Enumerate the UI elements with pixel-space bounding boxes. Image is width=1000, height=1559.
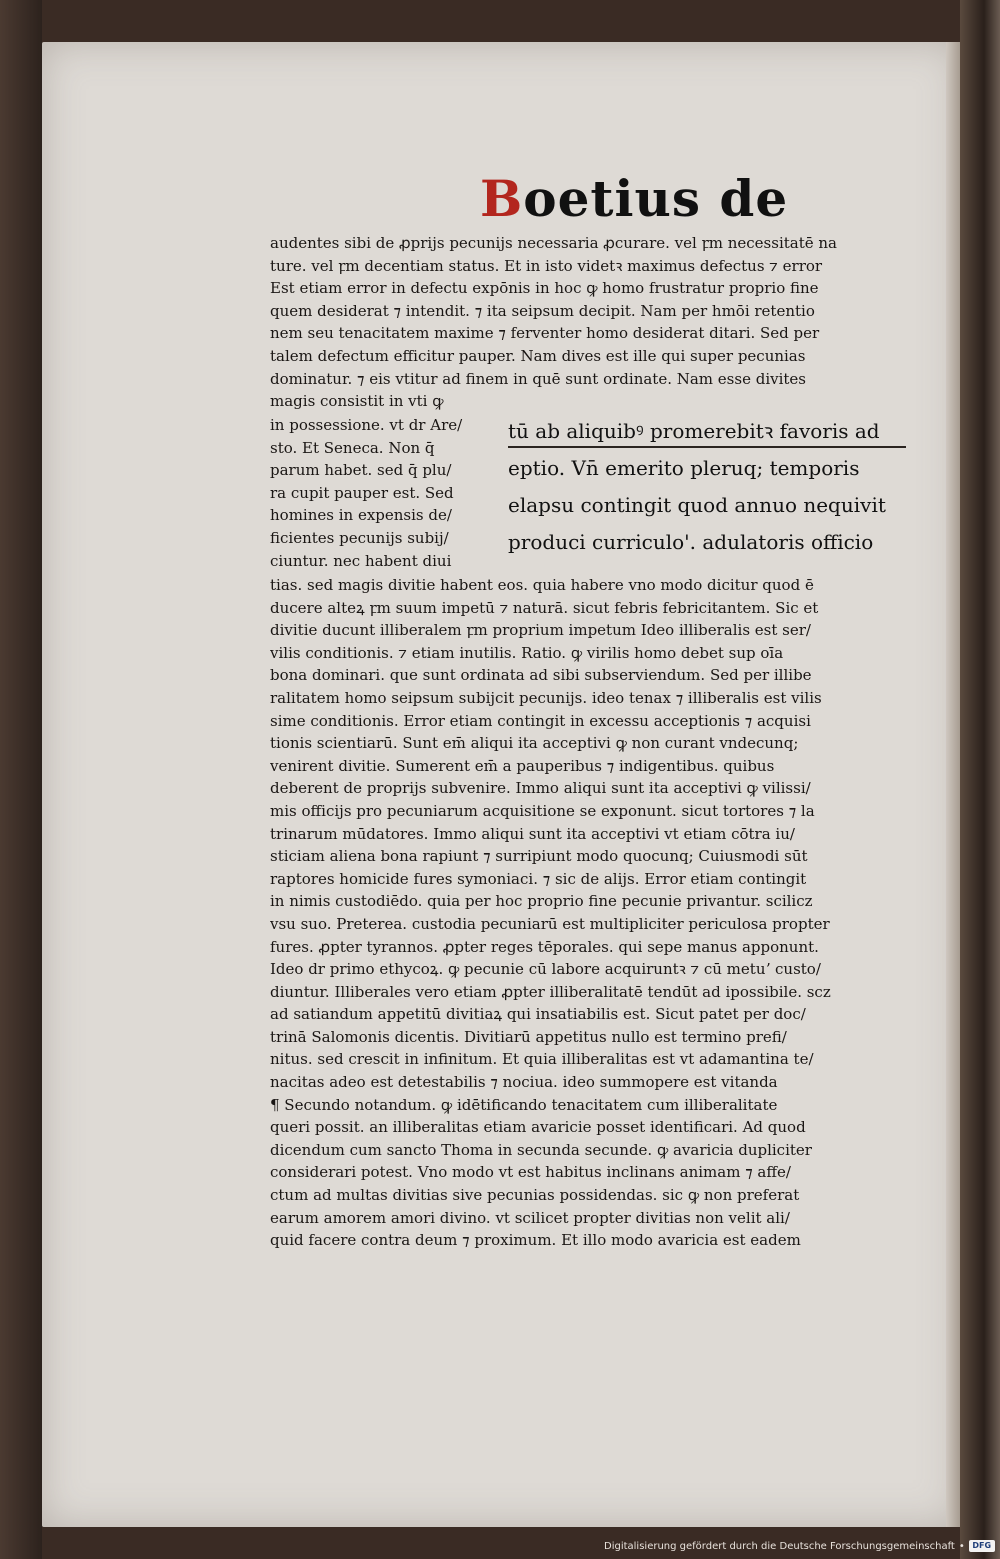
text-line: considerari potest. Vno modo vt est habitus inclinans animam ⁊ affe/: [270, 1163, 791, 1182]
scan-frame-right: [960, 0, 1000, 1559]
text-line: venirent divitie. Sumerent em̄ a pauperibus ⁊ indigentibus. quibus: [270, 756, 775, 775]
text-line: sticiam aliena bona rapiunt ⁊ surripiunt modo quocunq; Cuiusmodi sūt: [270, 847, 808, 866]
page-edge: [946, 42, 960, 1527]
text-line: trinā Salomonis dicentis. Divitiarū appetitus nullo est termino prefi/: [270, 1027, 787, 1046]
text-line: elapsu contingit quod annuo nequivit: [508, 493, 886, 517]
text-line: ¶ Secundo notandum. ꝙ idētificando tenacitatem cum illiberalitate: [270, 1095, 778, 1114]
text-block-bottom: [270, 574, 906, 1252]
text-line: tionis scientiarū. Sunt em̄ aliqui ita acceptivi ꝙ non curant vndecunq;: [270, 734, 799, 753]
text-line: ctum ad multas divitias sive pecunias possidendas. sic ꝙ non preferat: [270, 1186, 800, 1205]
text-line: ralitatem homo seipsum subijcit pecunijs. ideo tenax ⁊ illiberalis est vilis: [270, 688, 822, 707]
text-line: tias. sed magis divitie habent eos. quia habere vno modo dicitur quod ē: [270, 576, 814, 594]
footer-separator: •: [958, 1541, 965, 1552]
text-line: dicendum cum sancto Thoma in secunda secunde. ꝙ avaricia dupliciter: [270, 1140, 812, 1159]
text-line: dominatur. ⁊ eis vtitur ad finem in quē sunt ordinate. Nam esse divites: [270, 369, 806, 388]
text-line: audentes sibi de ꝓprijs pecunijs necessaria ꝓcurare. vel ꝼm necessitatē na: [270, 234, 837, 252]
text-line: earum amorem amori divino. vt scilicet propter divitias non velit ali/: [270, 1208, 790, 1227]
text-line: queri possit. an illiberalitas etiam avaricie posset identificari. Ad quod: [270, 1118, 806, 1137]
text-line: in possessione. vt dr Are/: [270, 416, 463, 434]
text-line: nitus. sed crescit in infinitum. Et quia illiberalitas est vt adamantina te/: [270, 1050, 814, 1069]
text-line: nacitas adeo est detestabilis ⁊ nociua. ideo summopere est vitanda: [270, 1073, 778, 1092]
text-line: Est etiam error in defectu expōnis in hoc ꝙ homo frustratur proprio fine: [270, 279, 819, 298]
text-line: quid facere contra deum ⁊ proximum. Et illo modo avaricia est eadem: [270, 1231, 801, 1250]
text-line: fures. ꝓpter tyrannos. ꝓpter reges tēporales. qui sepe manus apponunt.: [270, 937, 819, 956]
text-line: eptio. Vn̄ emerito pleruq; temporis: [508, 456, 860, 480]
text-line: raptores homicide fures symoniaci. ⁊ sic de alijs. Error etiam contingit: [270, 869, 807, 888]
text-line: tū ab aliquibꝰ promerebitꝛ favoris ad: [508, 419, 880, 443]
digitization-footer: [604, 1538, 996, 1556]
text-line: in nimis custodiēdo. quia per hoc proprio fine pecunie privantur. scilicz: [270, 892, 813, 911]
pasted-inset-slip: [508, 413, 908, 565]
text-line: mis officijs pro pecuniarum acquisitione se exponunt. sicut tortores ⁊ la: [270, 801, 815, 820]
text-line: divitie ducunt illiberalem ꝼm proprium impetum Ideo illiberalis est ser/: [270, 621, 811, 640]
text-line: deberent de proprijs subvenire. Immo aliqui sunt ita acceptivi ꝙ vilissi/: [270, 779, 811, 798]
text-line: bona dominari. que sunt ordinata ad sibi subserviendum. Sed per illibe: [270, 666, 812, 685]
text-line: diuntur. Illiberales vero etiam ꝓpter illiberalitatē tendūt ad ipossibile. scz: [270, 982, 831, 1001]
text-line: Ideo dr primo ethycoꝝ. ꝙ pecunie cū labore acquiruntꝛ ⁊ cū metuʼ custo/: [270, 960, 821, 979]
text-line: nem seu tenacitatem maxime ⁊ ferventer homo desiderat ditari. Sed per: [270, 324, 820, 343]
heading-initial: B: [480, 169, 524, 228]
text-line: produci curriculo'. adulatoris officio: [508, 530, 874, 554]
text-line: parum habet. sed q̄ plu/: [270, 461, 452, 480]
text-line: vsu suo. Preterea. custodia pecuniarū est multipliciter periculosa propter: [270, 914, 830, 933]
text-line: ficientes pecunijs subij/: [270, 528, 449, 547]
text-line: ra cupit pauper est. Sed: [270, 483, 454, 502]
text-line: magis consistit in vti ꝙ: [270, 392, 444, 411]
text-line: ciuntur. nec habent diui: [270, 551, 452, 570]
text-line: talem defectum efficitur pauper. Nam dives est ille qui super pecunias: [270, 346, 806, 365]
text-line: quem desiderat ⁊ intendit. ⁊ ita seipsum decipit. Nam per hmōi retentio: [270, 301, 815, 320]
text-line: sime conditionis. Error etiam contingit in excessu acceptionis ⁊ acquisi: [270, 711, 811, 730]
heading-rest: oetius de: [523, 169, 789, 228]
text-line: ducere alteꝝ ꝼm suum impetū ⁊ naturā. sicut febris febricitantem. Sic et: [270, 598, 819, 617]
page-heading: [480, 164, 789, 234]
text-line: homines in expensis de/: [270, 506, 452, 525]
text-block-top: [270, 232, 906, 413]
text-line: vilis conditionis. ⁊ etiam inutilis. Ratio. ꝙ virilis homo debet sup oīa: [270, 643, 784, 662]
scan-frame-left: [0, 0, 42, 1559]
text-block-narrow: [270, 414, 502, 572]
text-line: ad satiandum appetitū divitiaꝝ qui insatiabilis est. Sicut patet per doc/: [270, 1005, 806, 1024]
text-line: ture. vel ꝼm decentiam status. Et in isto videtꝛ maximus defectus ⁊ error: [270, 256, 823, 275]
text-line: trinarum mūdatores. Immo aliqui sunt ita acceptivi vt etiam cōtra iu/: [270, 824, 795, 843]
footer-text: Digitalisierung gefördert durch die Deutsche Forschungsgemeinschaft: [604, 1541, 955, 1552]
dfg-logo-icon: DFG: [969, 1540, 995, 1552]
text-line: sto. Et Seneca. Non q̄: [270, 438, 435, 457]
